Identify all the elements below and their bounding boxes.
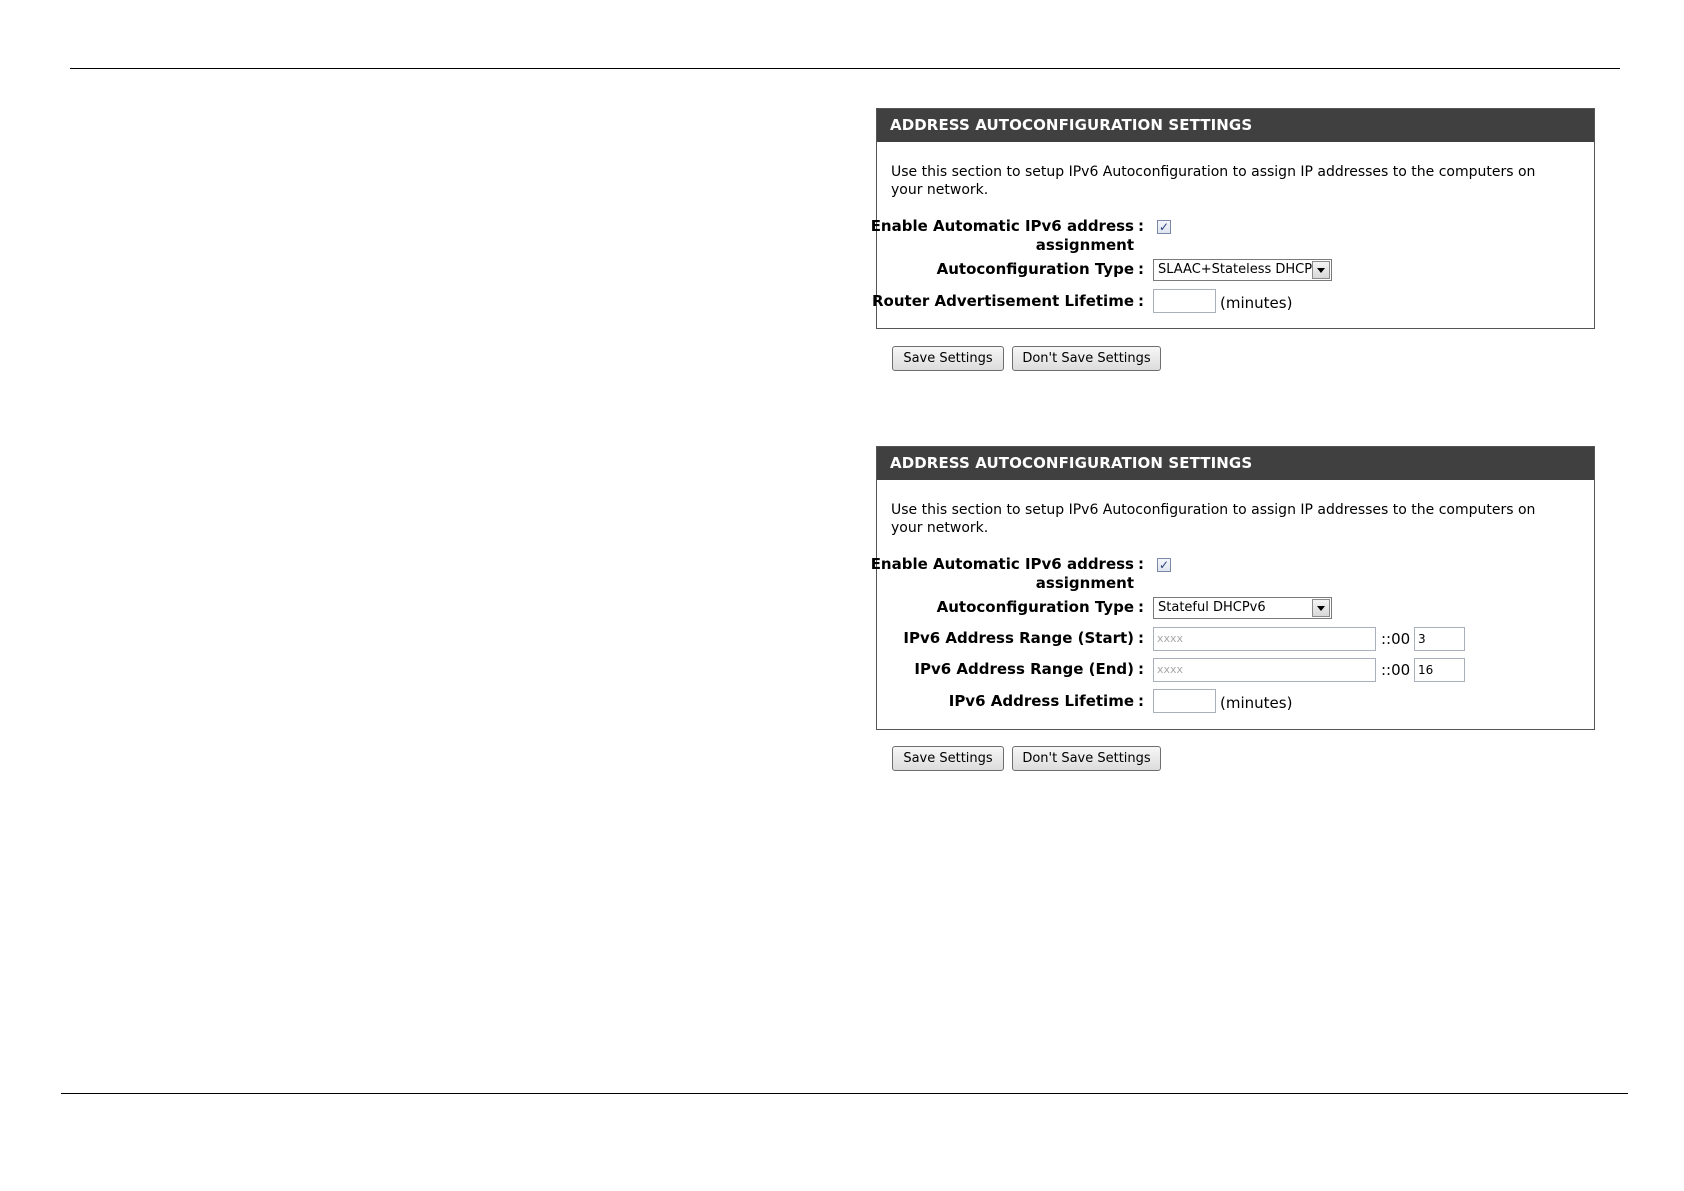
type-label: Autoconfiguration Type bbox=[936, 598, 1134, 616]
autoconfig-panel-stateful bbox=[870, 446, 1595, 730]
save-settings-button[interactable]: Save Settings bbox=[892, 346, 1004, 371]
colon: : bbox=[1138, 629, 1144, 647]
range-start-label: IPv6 Address Range (Start) bbox=[903, 629, 1134, 647]
enable-label bbox=[864, 555, 1134, 593]
chevron-down-icon[interactable] bbox=[1312, 599, 1330, 617]
colon: : bbox=[1138, 660, 1144, 678]
range-end-suffix-input[interactable]: 16 bbox=[1414, 658, 1465, 682]
address-lifetime-label: IPv6 Address Lifetime bbox=[948, 692, 1134, 710]
range-end-label: IPv6 Address Range (End) bbox=[914, 660, 1134, 678]
enable-label-line2: assignment bbox=[1035, 236, 1134, 254]
colon: : bbox=[1138, 598, 1144, 616]
lifetime-unit: (minutes) bbox=[1220, 294, 1293, 312]
enable-label-line1: Enable Automatic IPv6 address bbox=[870, 217, 1134, 235]
dont-save-settings-button[interactable]: Don't Save Settings bbox=[1012, 746, 1161, 771]
colon: : bbox=[1138, 217, 1144, 235]
colon: : bbox=[1138, 555, 1144, 573]
top-divider bbox=[70, 68, 1620, 69]
chevron-down-icon[interactable] bbox=[1312, 261, 1330, 279]
colon: : bbox=[1138, 292, 1144, 310]
colon: : bbox=[1138, 692, 1144, 710]
enable-label-line2: assignment bbox=[1035, 574, 1134, 592]
range-start-prefix-input[interactable]: xxxx bbox=[1153, 627, 1376, 651]
lifetime-unit: (minutes) bbox=[1220, 694, 1293, 712]
bottom-divider bbox=[61, 1093, 1628, 1094]
autoconfig-type-value: SLAAC+Stateless DHCP bbox=[1158, 262, 1313, 277]
panel-title: ADDRESS AUTOCONFIGURATION SETTINGS bbox=[877, 109, 1594, 142]
range-start-separator: ::00 bbox=[1381, 630, 1411, 648]
router-advert-lifetime-input[interactable] bbox=[1153, 289, 1216, 313]
ipv6-address-lifetime-input[interactable] bbox=[1153, 689, 1216, 713]
range-end-prefix-input[interactable]: xxxx bbox=[1153, 658, 1376, 682]
autoconfig-type-value: Stateful DHCPv6 bbox=[1158, 600, 1266, 615]
autoconfig-type-select[interactable] bbox=[1153, 259, 1332, 281]
range-end-separator: ::00 bbox=[1381, 661, 1411, 679]
enable-autoconfig-checkbox[interactable]: ✓ bbox=[1158, 220, 1170, 234]
panel-description: Use this section to setup IPv6 Autoconfiguration to assign IP addresses to the computers on your network. bbox=[891, 164, 1536, 198]
panel-title: ADDRESS AUTOCONFIGURATION SETTINGS bbox=[877, 447, 1594, 480]
dont-save-settings-button[interactable]: Don't Save Settings bbox=[1012, 346, 1161, 371]
colon: : bbox=[1138, 260, 1144, 278]
enable-label bbox=[864, 217, 1134, 255]
range-start-suffix-input[interactable]: 3 bbox=[1414, 627, 1465, 651]
autoconfig-panel-slaac bbox=[870, 108, 1595, 329]
lifetime-label: Router Advertisement Lifetime bbox=[872, 292, 1134, 310]
save-settings-button[interactable]: Save Settings bbox=[892, 746, 1004, 771]
panel-description: Use this section to setup IPv6 Autoconfiguration to assign IP addresses to the computers on your network. bbox=[891, 502, 1536, 536]
enable-label-line1: Enable Automatic IPv6 address bbox=[870, 555, 1134, 573]
enable-autoconfig-checkbox[interactable]: ✓ bbox=[1158, 558, 1170, 572]
autoconfig-type-select[interactable] bbox=[1153, 597, 1332, 619]
type-label: Autoconfiguration Type bbox=[936, 260, 1134, 278]
